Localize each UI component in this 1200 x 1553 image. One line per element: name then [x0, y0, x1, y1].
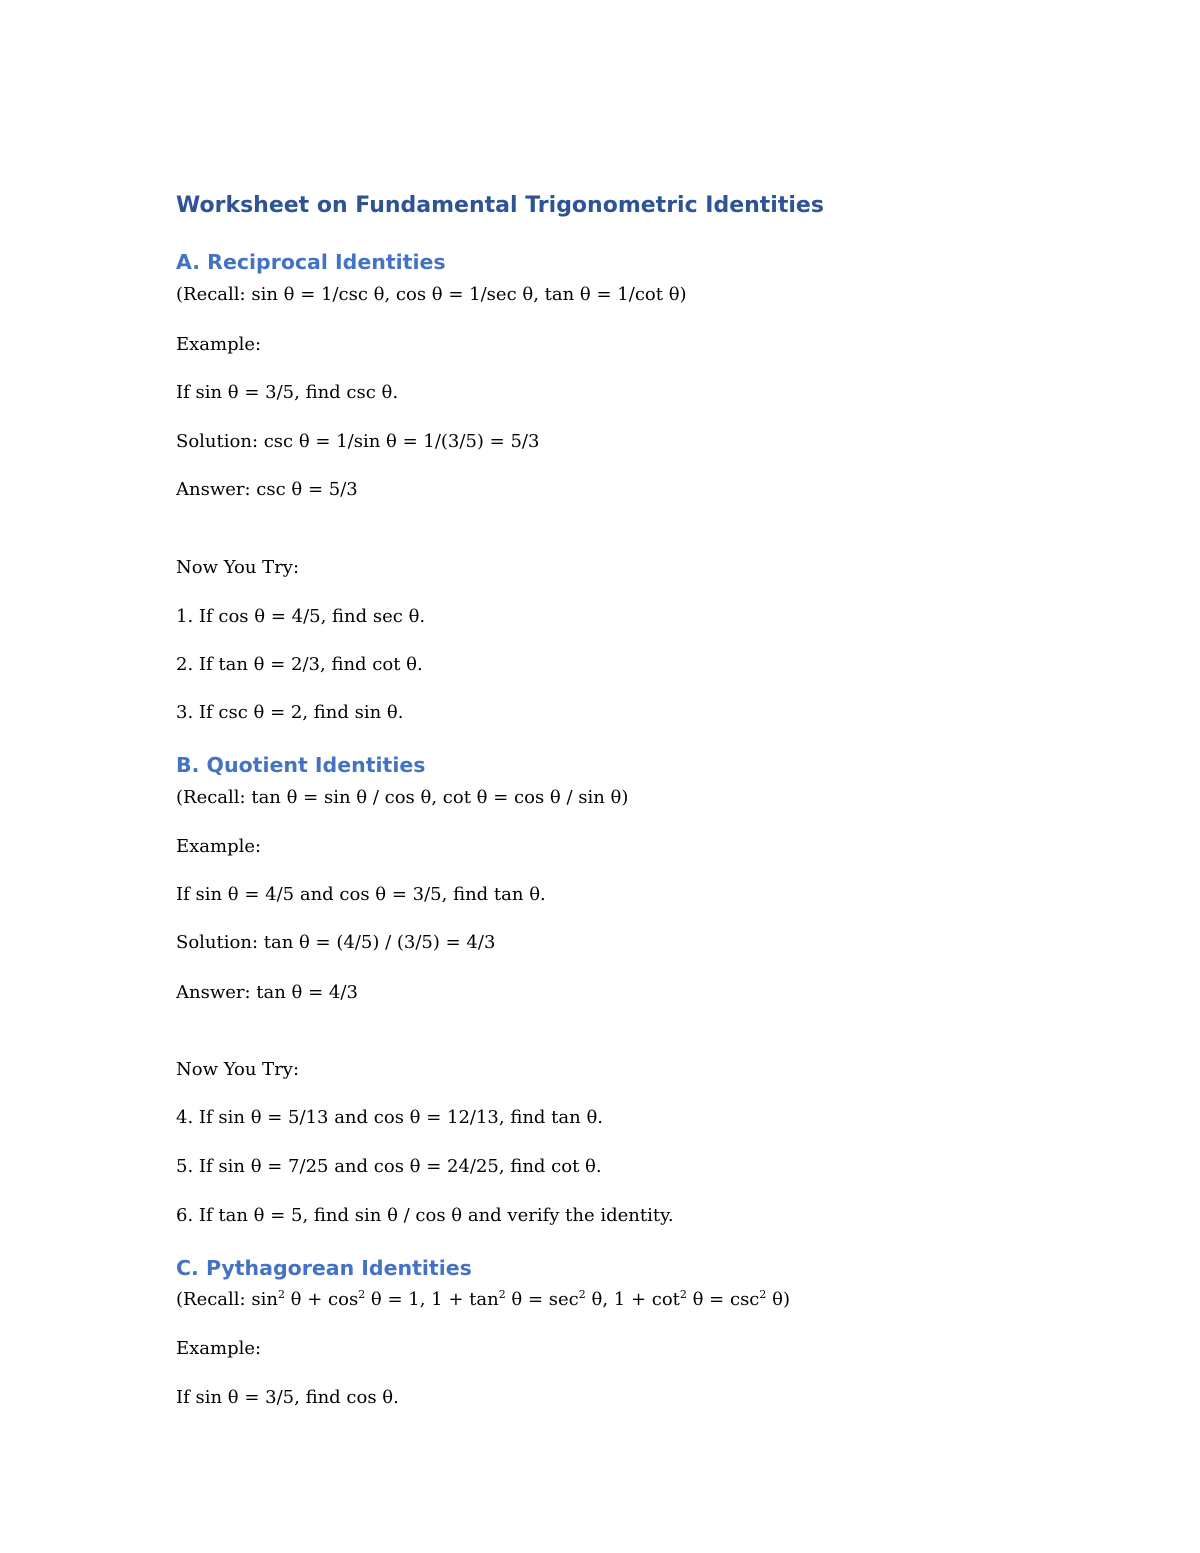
problem-3: 3. If csc θ = 2, find sin θ. — [176, 702, 404, 723]
exponent: 2 — [759, 1288, 767, 1301]
section-b-solution: Solution: tan θ = (4/5) / (3/5) = 4/3 — [176, 932, 496, 953]
section-b-heading: B. Quotient Identities — [176, 753, 426, 777]
problem-5: 5. If sin θ = 7/25 and cos θ = 24/25, find cot θ. — [176, 1156, 602, 1177]
section-c-heading: C. Pythagorean Identities — [176, 1256, 472, 1280]
section-a-solution: Solution: csc θ = 1/sin θ = 1/(3/5) = 5/3 — [176, 431, 540, 452]
exponent: 2 — [358, 1288, 366, 1301]
recall-text: θ = csc — [686, 1289, 760, 1310]
problem-4: 4. If sin θ = 5/13 and cos θ = 12/13, find tan θ. — [176, 1107, 604, 1128]
section-c-example-problem: If sin θ = 3/5, find cos θ. — [176, 1387, 399, 1408]
recall-text: θ) — [766, 1289, 790, 1310]
section-c-example-label: Example: — [176, 1338, 262, 1359]
recall-text: θ = sec — [505, 1289, 579, 1310]
recall-text: (Recall: sin — [176, 1289, 278, 1310]
exponent: 2 — [679, 1288, 687, 1301]
section-b-example-problem: If sin θ = 4/5 and cos θ = 3/5, find tan θ. — [176, 884, 546, 905]
problem-2: 2. If tan θ = 2/3, find cot θ. — [176, 654, 423, 675]
recall-text: θ = 1, 1 + tan — [365, 1289, 499, 1310]
section-a-try-label: Now You Try: — [176, 557, 300, 578]
problem-6: 6. If tan θ = 5, find sin θ / cos θ and verify the identity. — [176, 1205, 674, 1226]
worksheet-title: Worksheet on Fundamental Trigonometric Identities — [176, 193, 824, 218]
section-c-recall — [176, 1289, 790, 1311]
exponent: 2 — [498, 1288, 506, 1301]
section-b-try-label: Now You Try: — [176, 1059, 300, 1080]
exponent: 2 — [578, 1288, 586, 1301]
recall-text: θ + cos — [284, 1289, 359, 1310]
recall-text: θ, 1 + cot — [585, 1289, 680, 1310]
section-b-recall: (Recall: tan θ = sin θ / cos θ, cot θ = cos θ / sin θ) — [176, 787, 629, 808]
section-a-recall: (Recall: sin θ = 1/csc θ, cos θ = 1/sec θ, tan θ = 1/cot θ) — [176, 284, 687, 305]
section-a-answer: Answer: csc θ = 5/3 — [176, 479, 358, 500]
section-a-example-label: Example: — [176, 334, 262, 355]
section-a-example-problem: If sin θ = 3/5, find csc θ. — [176, 382, 399, 403]
problem-1: 1. If cos θ = 4/5, find sec θ. — [176, 606, 426, 627]
section-b-example-label: Example: — [176, 836, 262, 857]
section-b-answer: Answer: tan θ = 4/3 — [176, 982, 358, 1003]
exponent: 2 — [277, 1288, 285, 1301]
section-a-heading: A. Reciprocal Identities — [176, 250, 446, 274]
